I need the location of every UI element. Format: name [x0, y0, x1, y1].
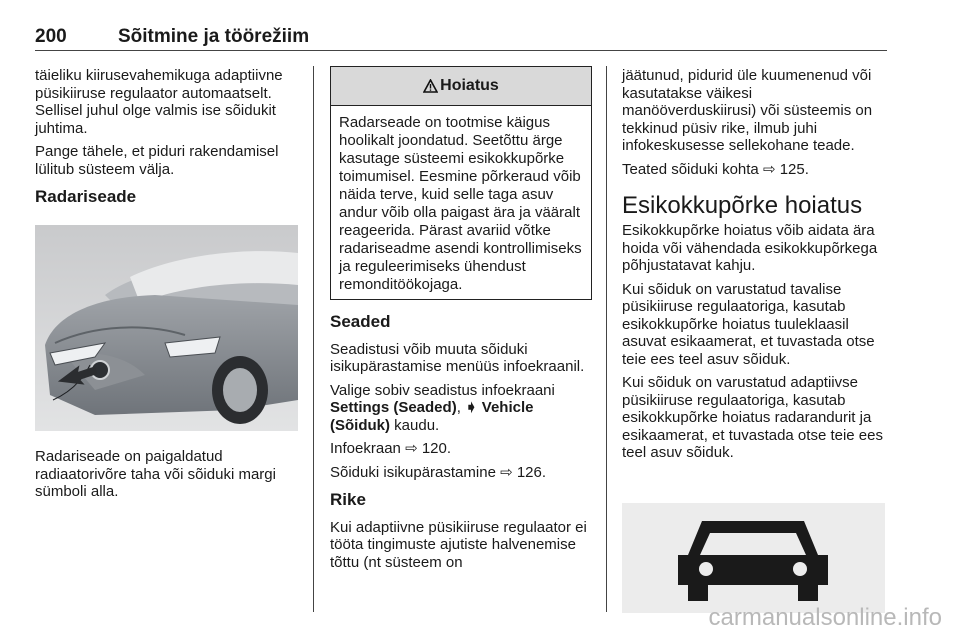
column-divider-2: [606, 66, 607, 612]
page-number: 200: [35, 26, 67, 47]
vehicle-ahead-symbol-panel: [622, 503, 885, 613]
paragraph: Kui adaptiivne püsikiiruse regulaator ei tööta tingimuste ajutiste halvenemise tõttu (nt süsteem on: [330, 518, 587, 571]
vehicle-menu-label: Vehicle (Sõiduk): [330, 399, 534, 434]
reference-page: 120.: [421, 440, 452, 457]
paragraph-settings-path: [330, 382, 595, 435]
warning-title: Hoiatus: [440, 77, 499, 94]
paragraph: Esikokkupõrke hoiatus võib aidata ära hoida või vähendada esikokkupõrkega põhjustatavat kahju.: [622, 222, 878, 274]
vehicle-ahead-icon: [622, 503, 885, 613]
section-heading-rike: Rike: [330, 490, 366, 509]
paragraph: Pange tähele, et piduri rakendamisel lülitub süsteem välja.: [35, 143, 279, 178]
paragraph: jäätunud, pidurid üle kuumenenud või kasutatakse väikesi manööverduskiirusi) või süsteemis on tekkinud püsiv rike, ilmub juhi infokeskusesse sellekohane teade.: [622, 67, 873, 154]
warning-header: [331, 67, 591, 106]
reference-arrow-icon: ⇨: [500, 463, 513, 481]
arrow-icon: ➧: [465, 399, 478, 416]
car-front-image: [35, 225, 298, 431]
text: kaudu.: [390, 416, 440, 434]
cross-reference: [330, 464, 595, 482]
paragraph: Seadistusi võib muuta sõiduki isikupärastamise menüüs infoekraanil.: [330, 340, 585, 375]
warning-triangle-icon: [423, 79, 438, 93]
section-heading-esikokkuporke: Esikokkupõrke hoiatus: [622, 192, 863, 219]
reference-arrow-icon: ⇨: [762, 160, 776, 178]
column-2: [330, 313, 595, 577]
reference-text: Teated sõiduki kohta: [622, 160, 763, 178]
reference-text: Sõiduki isikupärastamine: [330, 463, 501, 481]
figure-caption: Radariseade on paigaldatud radiaatorivõre taha või sõiduki margi sümboli alla.: [35, 448, 276, 500]
watermark: carmanualsonline.info: [708, 604, 942, 631]
settings-menu-label: Settings (Seaded): [330, 399, 457, 416]
reference-page: 126.: [516, 463, 547, 481]
page-title: Sõitmine ja töörežiim: [118, 26, 310, 47]
column-divider-1: [313, 66, 314, 612]
cross-reference: [622, 161, 888, 179]
reference-arrow-icon: ⇨: [405, 440, 418, 457]
text: Valige sobiv seadistus infoekraani: [330, 381, 555, 399]
section-heading-radariseade: Radariseade: [35, 187, 137, 206]
header-divider: [35, 50, 887, 51]
reference-page: 125.: [779, 160, 809, 178]
reference-text: Infoekraan: [330, 440, 406, 457]
warning-box: [330, 66, 592, 300]
caption-block: [35, 448, 301, 507]
section-heading-seaded: Seaded: [330, 312, 391, 331]
cross-reference: [330, 440, 595, 458]
radar-sensor-illustration: [35, 225, 298, 431]
text: ,: [456, 399, 466, 416]
column-3: [622, 67, 888, 468]
paragraph: täieliku kiirusevahemikuga adaptiivne püsikiiruse regulaator automaatselt. Sellisel juhul olge valmis ise sõidukit juhtima.: [35, 67, 283, 137]
paragraph: Kui sõiduk on varustatud tavalise püsikiiruse regulaatoriga, kasutab esikokkupõrke hoiatus tuuleklaasil asuvat esikaamerat, et tuvastada otse teie ees teel asuv sõiduk.: [622, 280, 875, 368]
warning-text: Radarseade on tootmise käigus hoolikalt joondatud. Seetõttu ärge kasutage süsteemi esikokkupõrke toimumisel. Eesmine põrkeraud võib näida terve, kuid selle taga asuv andur võib olla paigast ära ja vääralt reageerida. Pärast avariid võtke radariseadme asendi kontrollimiseks ja reguleerimiseks ühendust remonditöökojaga.: [339, 114, 582, 293]
column-1: [35, 67, 301, 206]
paragraph: Kui sõiduk on varustatud adaptiivse püsikiiruse regulaatoriga, kasutab esikokkupõrke hoiatus radarandurit ja esikaamerat, et tuvastada otse teie ees teel asuv sõiduk.: [622, 374, 883, 461]
